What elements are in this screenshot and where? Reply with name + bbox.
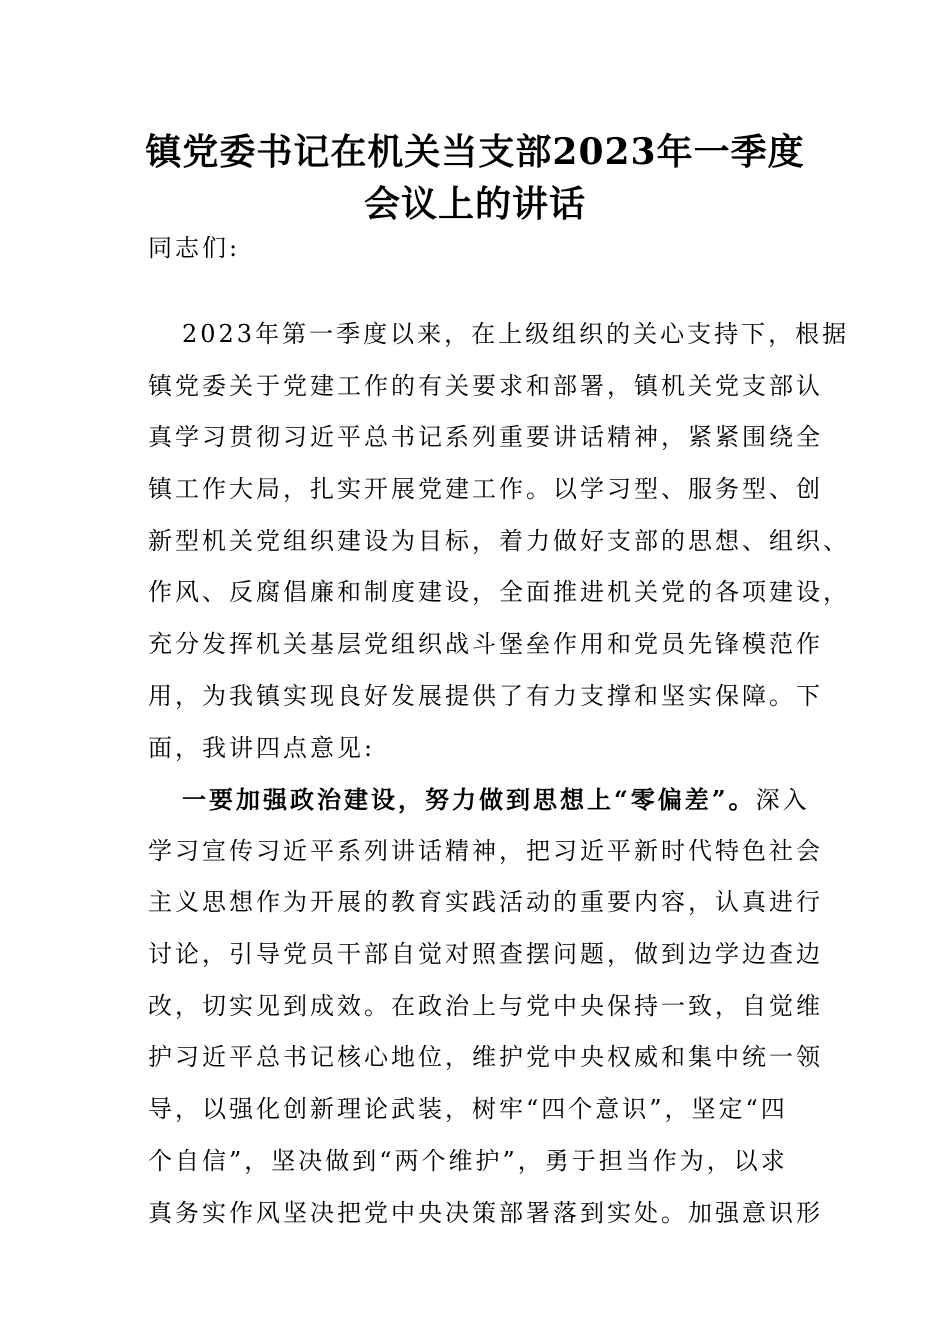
text-line: 讨论，引导党员干部自觉对照查摆问题，做到边学边查边 [148,940,823,969]
text-line: 真学习贯彻习近平总书记系列重要讲话精神，紧紧围绕全 [148,423,823,452]
salutation: 同志们: [148,234,241,262]
text-line: 主义思想作为开展的教育实践活动的重要内容，认真进行 [148,888,823,917]
text-line: 充分发挥机关基层党组织战斗堡垒作用和党员先锋模范作 [148,630,823,659]
text-line [148,774,808,826]
text-line: 镇工作大局，扎实开展党建工作。以学习型、服务型、创 [148,475,823,504]
section-heading: 一要加强政治建设，努力做到思想上“零偏差”。 [182,785,756,814]
text-line: 2023年第一季度以来，在上级组织的关心支持下，根据 [182,320,850,348]
title-line-2: 会议上的讲话 [363,183,586,225]
text-line: 面，我讲四点意见: [148,733,376,762]
text-line: 学习宣传习近平系列讲话精神，把习近平新时代特色社会 [148,836,823,865]
paragraph-intro [148,309,850,774]
text-line: 镇党委关于党建工作的有关要求和部署，镇机关党支部认 [148,371,823,400]
text-line: 用，为我镇实现良好发展提供了有力支撑和坚实保障。下 [148,681,823,710]
text-line: 改，切实见到成效。在政治上与党中央保持一致，自觉维 [148,991,823,1020]
text-line: 真务实作风坚决把党中央决策部署落到实处。加强意识形 [148,1198,823,1227]
text-line: 新型机关党组织建设为目标，着力做好支部的思想、组织、 [148,526,850,555]
document-title [130,126,820,230]
paragraph-point-one [148,774,823,1239]
text-line: 护习近平总书记核心地位，维护党中央权威和集中统一领 [148,1043,823,1072]
text-line: 个自信”，坚决做到“两个维护”，勇于担当作为，以求 [148,1146,788,1175]
heading-tail-text: 深入 [755,786,810,814]
text-line: 作风、反腐倡廉和制度建设，全面推进机关党的各项建设， [148,578,850,607]
title-line-1: 镇党委书记在机关当支部2023年一季度 [145,131,805,173]
text-line: 导，以强化创新理论武装，树牢“四个意识”，坚定“四 [148,1095,788,1124]
